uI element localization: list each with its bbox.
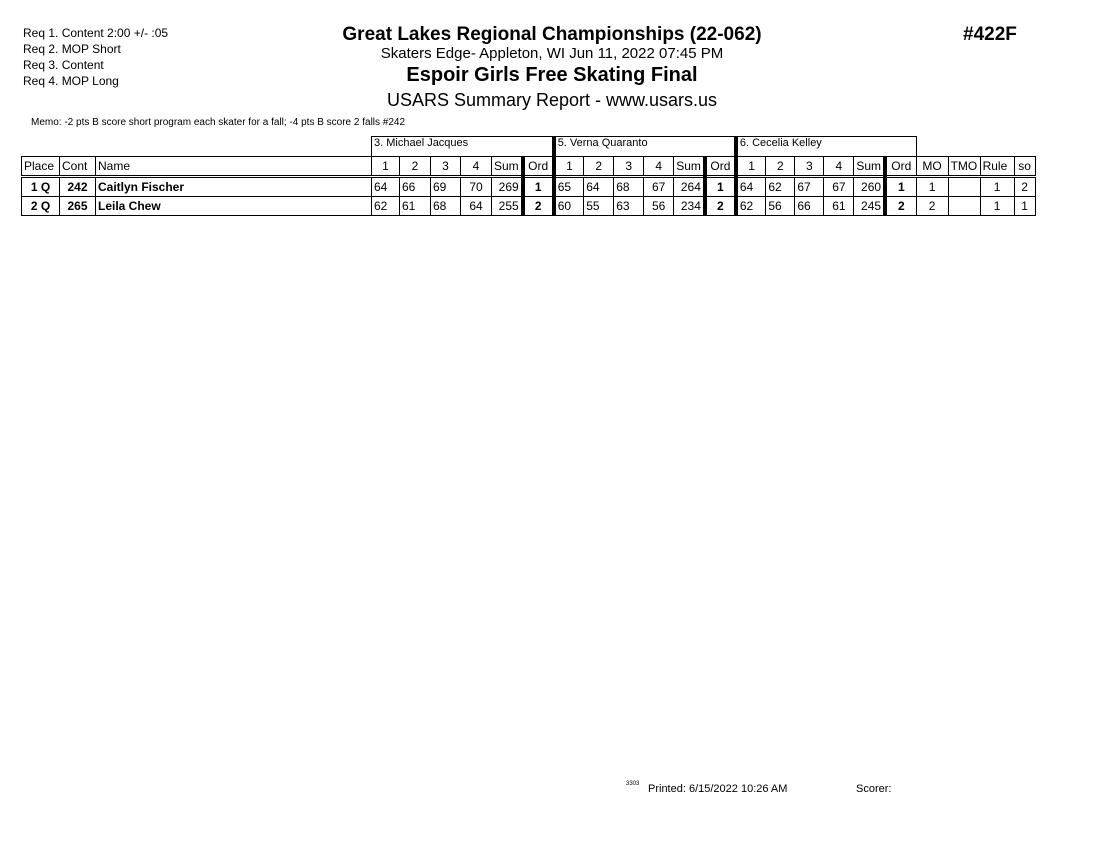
score-cell: 66 bbox=[400, 177, 431, 197]
memo: Memo: -2 pts B score short program each skater for a fall; -4 pts B score 2 falls #242 bbox=[31, 117, 406, 128]
score-cell: 70 bbox=[461, 177, 492, 197]
score-cell: 63 bbox=[614, 197, 644, 216]
scorer-label: Scorer: bbox=[856, 783, 892, 795]
ordinal-cell: 1 bbox=[885, 177, 916, 197]
so-cell: 2 bbox=[1014, 177, 1035, 197]
cont-cell: 242 bbox=[60, 177, 96, 197]
results-table bbox=[21, 136, 1036, 216]
score-cell: 55 bbox=[584, 197, 614, 216]
score-cell: 67 bbox=[795, 177, 824, 197]
venue-datetime: Skaters Edge- Appleton, WI Jun 11, 2022 07:45 PM bbox=[380, 45, 724, 62]
judge-name: 3. Michael Jacques bbox=[372, 137, 554, 157]
rule-cell: 1 bbox=[980, 197, 1014, 216]
header-so: so bbox=[1014, 157, 1035, 177]
score-cell: 69 bbox=[431, 177, 461, 197]
ordinal-cell: 1 bbox=[523, 177, 554, 197]
score-cell: 61 bbox=[400, 197, 431, 216]
sum-cell: 255 bbox=[492, 197, 523, 216]
header-judge-col: Ord bbox=[885, 157, 916, 177]
score-cell: 64 bbox=[736, 177, 766, 197]
sum-cell: 264 bbox=[674, 177, 705, 197]
so-cell: 1 bbox=[1014, 197, 1035, 216]
table-row bbox=[22, 197, 1036, 216]
column-header-row bbox=[22, 157, 1036, 177]
score-cell: 64 bbox=[372, 177, 400, 197]
score-cell: 68 bbox=[431, 197, 461, 216]
mo-cell: 1 bbox=[916, 177, 948, 197]
score-cell: 60 bbox=[554, 197, 584, 216]
header-mo: MO bbox=[916, 157, 948, 177]
header-rule: Rule bbox=[980, 157, 1014, 177]
header-judge-col: Sum bbox=[854, 157, 885, 177]
event-number: #422F bbox=[963, 24, 1017, 45]
score-cell: 56 bbox=[766, 197, 795, 216]
ordinal-cell: 2 bbox=[885, 197, 916, 216]
score-cell: 62 bbox=[372, 197, 400, 216]
header-judge-col: 4 bbox=[644, 157, 674, 177]
judge-name: 5. Verna Quaranto bbox=[554, 137, 736, 157]
place-cell: 2 Q bbox=[22, 197, 60, 216]
event-title: Espoir Girls Free Skating Final bbox=[406, 64, 698, 86]
footer-code: 3303 bbox=[626, 781, 640, 787]
header-judge-col: 2 bbox=[766, 157, 795, 177]
report-title: USARS Summary Report - www.usars.us bbox=[386, 90, 718, 110]
header-tmo: TMO bbox=[948, 157, 980, 177]
rule-cell: 1 bbox=[980, 177, 1014, 197]
header-judge-col: 1 bbox=[736, 157, 766, 177]
score-cell: 68 bbox=[614, 177, 644, 197]
sum-cell: 234 bbox=[674, 197, 705, 216]
requirement: Req 1. Content 2:00 +/- :05 bbox=[23, 26, 169, 40]
score-cell: 56 bbox=[644, 197, 674, 216]
header-judge-col: 1 bbox=[372, 157, 400, 177]
requirement: Req 3. Content bbox=[23, 58, 104, 72]
tmo-cell bbox=[948, 197, 980, 216]
header-judge-col: 3 bbox=[614, 157, 644, 177]
score-cell: 67 bbox=[824, 177, 854, 197]
requirement: Req 4. MOP Long bbox=[23, 74, 119, 88]
mo-cell: 2 bbox=[916, 197, 948, 216]
score-cell: 62 bbox=[766, 177, 795, 197]
sum-cell: 245 bbox=[854, 197, 885, 216]
skater-name: Caitlyn Fischer bbox=[96, 177, 372, 197]
tmo-cell bbox=[948, 177, 980, 197]
place-cell: 1 Q bbox=[22, 177, 60, 197]
header-judge-col: 3 bbox=[795, 157, 824, 177]
header-judge-col: 2 bbox=[584, 157, 614, 177]
skater-name: Leila Chew bbox=[96, 197, 372, 216]
ordinal-cell: 1 bbox=[705, 177, 736, 197]
cont-cell: 265 bbox=[60, 197, 96, 216]
header-judge-col: 1 bbox=[554, 157, 584, 177]
score-cell: 65 bbox=[554, 177, 584, 197]
judge-name: 6. Cecelia Kelley bbox=[736, 137, 916, 157]
score-cell: 62 bbox=[736, 197, 766, 216]
sum-cell: 269 bbox=[492, 177, 523, 197]
header-judge-col: 3 bbox=[431, 157, 461, 177]
blank-cell bbox=[916, 137, 1035, 157]
header-cont: Cont bbox=[60, 157, 96, 177]
header-judge-col: Ord bbox=[705, 157, 736, 177]
score-cell: 67 bbox=[644, 177, 674, 197]
header-place: Place bbox=[22, 157, 60, 177]
table-row bbox=[22, 177, 1036, 197]
ordinal-cell: 2 bbox=[523, 197, 554, 216]
header-judge-col: 4 bbox=[824, 157, 854, 177]
sum-cell: 260 bbox=[854, 177, 885, 197]
judge-header-row bbox=[22, 137, 1036, 157]
header-judge-col: Ord bbox=[523, 157, 554, 177]
header-judge-col: 2 bbox=[400, 157, 431, 177]
ordinal-cell: 2 bbox=[705, 197, 736, 216]
score-cell: 64 bbox=[584, 177, 614, 197]
printed-timestamp: Printed: 6/15/2022 10:26 AM bbox=[648, 783, 788, 795]
blank-cell bbox=[22, 137, 372, 157]
header-judge-col: 4 bbox=[461, 157, 492, 177]
header-judge-col: Sum bbox=[674, 157, 705, 177]
score-cell: 61 bbox=[824, 197, 854, 216]
header-judge-col: Sum bbox=[492, 157, 523, 177]
score-cell: 64 bbox=[461, 197, 492, 216]
header-name: Name bbox=[96, 157, 372, 177]
requirement: Req 2. MOP Short bbox=[23, 42, 121, 56]
score-cell: 66 bbox=[795, 197, 824, 216]
competition-title: Great Lakes Regional Championships (22-062) bbox=[342, 24, 762, 45]
